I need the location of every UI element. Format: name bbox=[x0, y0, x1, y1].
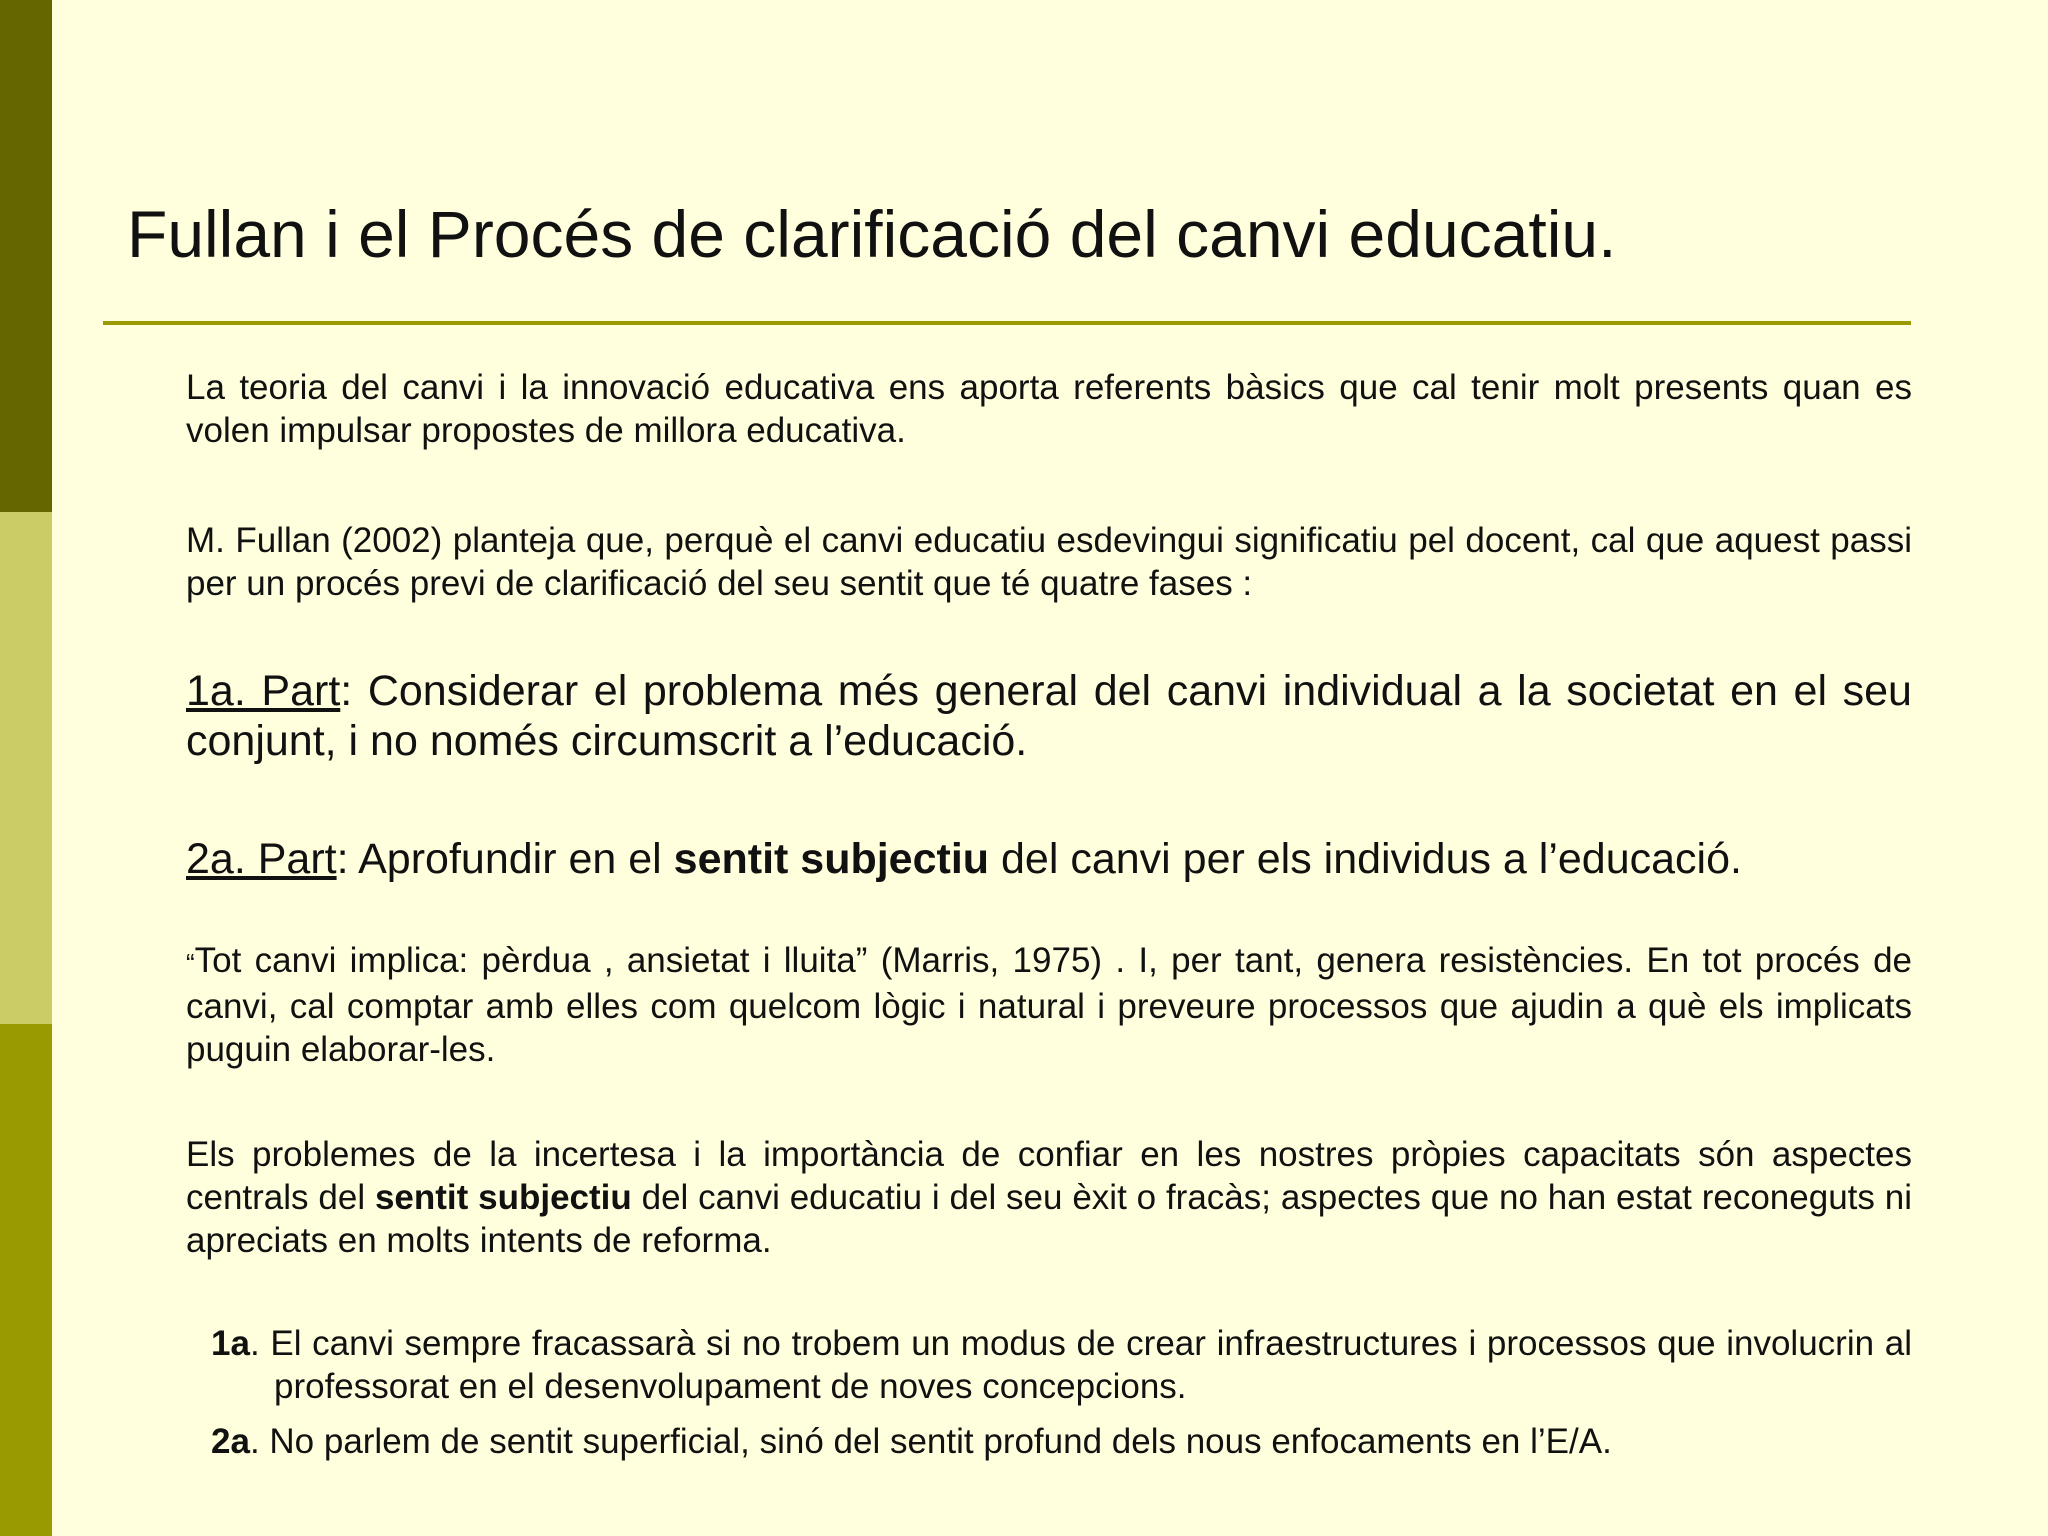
decorative-band-top bbox=[0, 0, 52, 512]
point-number: 2a bbox=[211, 1422, 250, 1461]
point-text: . No parlem de sentit superficial, sinó del sentit profund dels nous enfocaments en l’E/A. bbox=[249, 1422, 1612, 1461]
quote-text: Tot canvi implica: pèrdua , ansietat i lluita” (Marris, 1975) . I, per tant, genera resistències. En tot procés de canvi, cal comptar amb elles com quelcom lògic i natural i preveure processos que ajudin a què els implicats puguin elaborar-les. bbox=[186, 941, 1912, 1069]
part-1-label: 1a. Part bbox=[186, 667, 341, 715]
points-list bbox=[186, 1322, 1912, 1463]
part-2-paragraph bbox=[186, 834, 1912, 884]
part-2-emphasis: sentit subjectiu bbox=[673, 835, 990, 883]
part-2-separator: : bbox=[336, 835, 359, 883]
point-item bbox=[186, 1420, 1912, 1463]
part-2-text-before: Aprofundir en el bbox=[358, 835, 674, 883]
slide-title: Fullan i el Procés de clarificació del canvi educatiu. bbox=[127, 197, 1617, 271]
point-item bbox=[186, 1322, 1912, 1408]
part-1-text: Considerar el problema més general del canvi individual a la societat en el seu conjunt, i no només circumscrit a l’educació. bbox=[186, 667, 1912, 765]
problems-emphasis: sentit subjectiu bbox=[374, 1178, 632, 1217]
decorative-band-bottom bbox=[0, 1024, 52, 1536]
intro-paragraph: La teoria del canvi i la innovació educativa ens aporta referents bàsics que cal tenir molt presents quan es volen impulsar propostes de millora educativa. bbox=[186, 368, 1912, 450]
part-1-paragraph bbox=[186, 666, 1912, 766]
quote-paragraph bbox=[186, 939, 1912, 1071]
part-2-text-after: del canvi per els individus a l’educació. bbox=[989, 835, 1742, 883]
problems-text-before: Els problemes de la incertesa i la importància de confiar en les nostres pròpies capacitats són aspectes centrals del bbox=[186, 1135, 1912, 1217]
point-number: 1a bbox=[211, 1324, 250, 1363]
slide-body bbox=[186, 360, 1912, 1463]
fullan-paragraph: M. Fullan (2002) planteja que, perquè el canvi educatiu esdevingui significatiu pel docent, cal que aquest passi per un procés previ de clarificació del seu sentit que té quatre fases : bbox=[186, 521, 1912, 603]
decorative-band-middle bbox=[0, 512, 52, 1024]
part-1-separator: : bbox=[340, 667, 368, 715]
part-2-label: 2a. Part bbox=[186, 835, 337, 883]
title-divider bbox=[103, 321, 1911, 325]
point-text: . El canvi sempre fracassarà si no trobem un modus de crear infraestructures i processos que involucrin al professorat en el desenvolupament de noves concepcions. bbox=[249, 1324, 1912, 1406]
quote-open-mark: “ bbox=[186, 948, 195, 978]
problems-text-after: del canvi educatiu i del seu èxit o fracàs; aspectes que no han estat reconeguts ni apreciats en molts intents de reforma. bbox=[186, 1178, 1912, 1260]
problems-paragraph bbox=[186, 1133, 1912, 1262]
